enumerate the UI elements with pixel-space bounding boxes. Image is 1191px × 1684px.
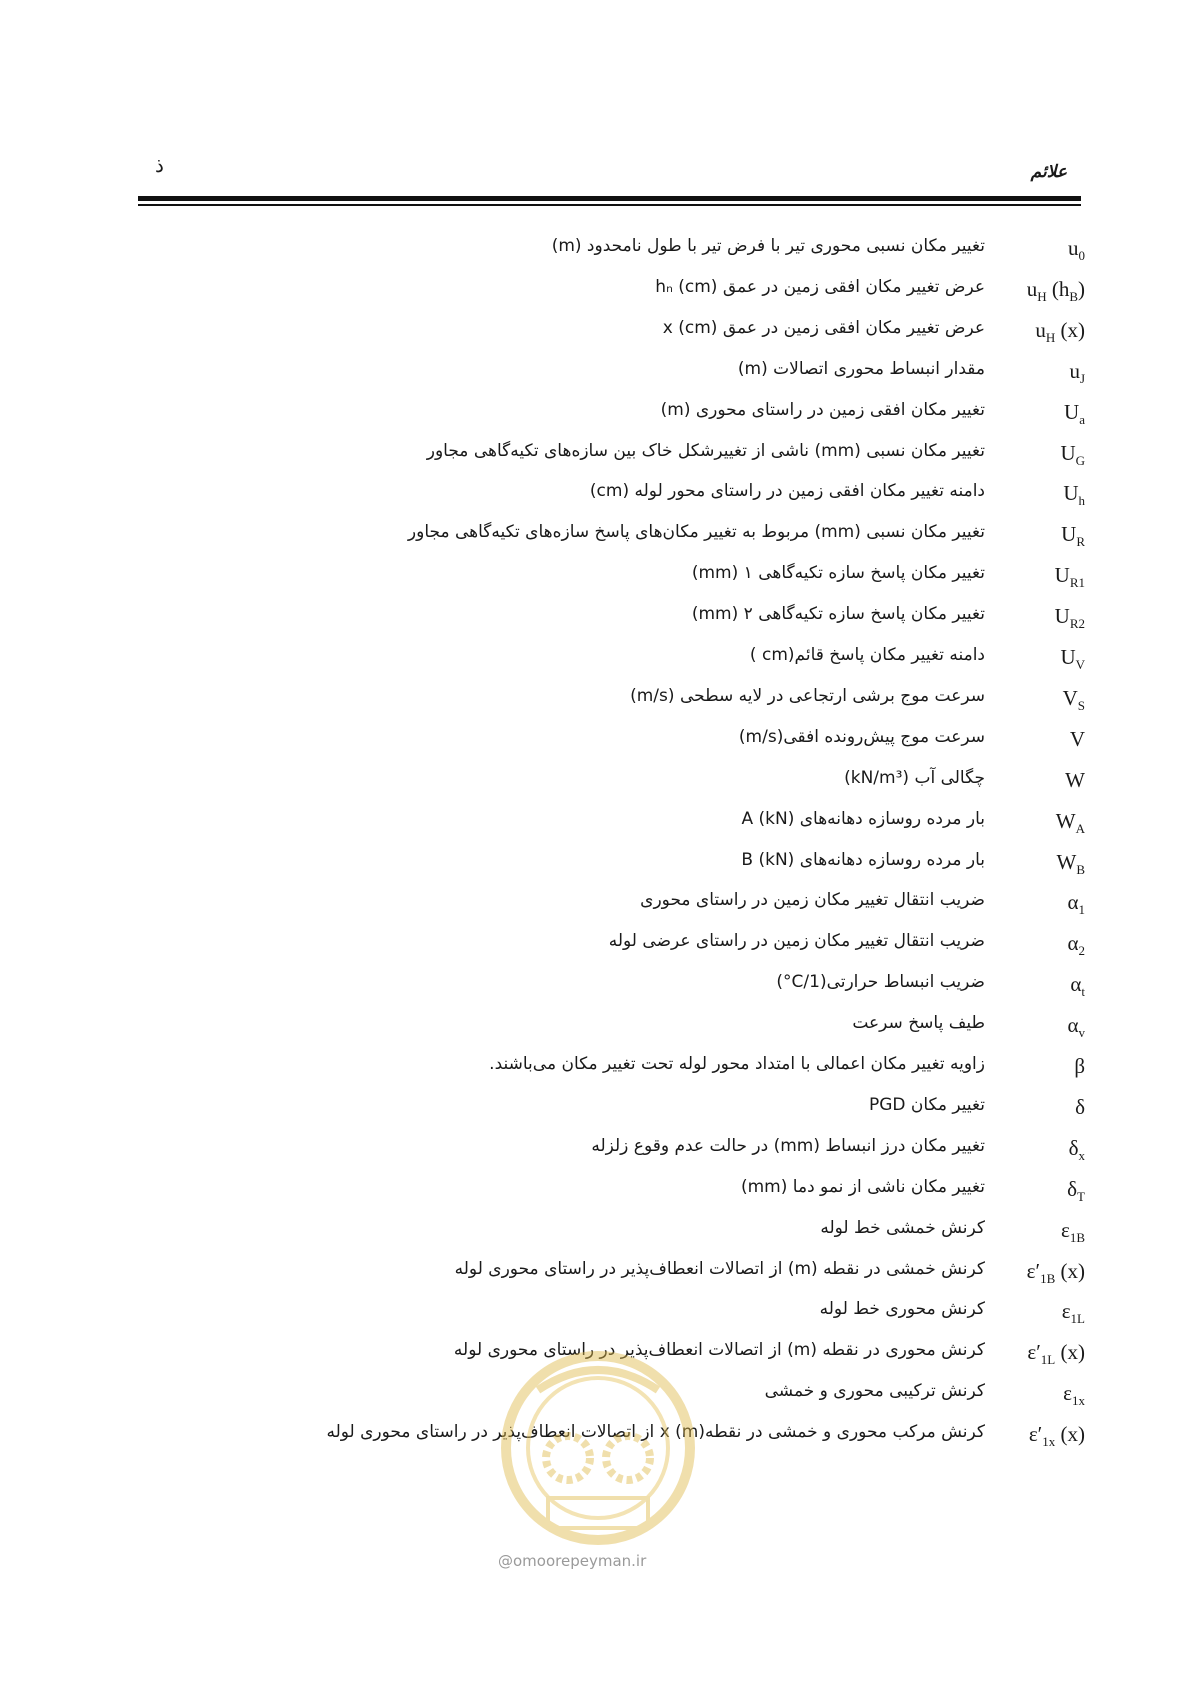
symbol: [975, 277, 1085, 305]
symbol-base: β: [1074, 1054, 1085, 1078]
symbol-base: α: [1070, 972, 1082, 997]
watermark-text: @omoorepeyman.ir: [498, 1552, 647, 1570]
symbol-subscript: R: [1076, 534, 1085, 550]
symbol-description: طیف پاسخ سرعت: [852, 1013, 985, 1034]
symbol-description: سرعت موج برشی ارتجاعی در لایه سطحی (m/s): [630, 685, 985, 706]
symbol-description: تغییر مکان پاسخ سازه تکیه‌گاهی ۱ (mm): [691, 563, 985, 584]
symbol-subscript: 2: [1078, 943, 1085, 959]
symbol-argument: (x): [1055, 1258, 1085, 1283]
symbol: [975, 645, 1085, 673]
symbol-description: دامنه تغییر مکان افقی زمین در راستای محور لوله (cm): [589, 481, 985, 502]
symbol-description: تغییر مکان پاسخ سازه تکیه‌گاهی ۲ (mm): [691, 604, 985, 625]
symbol-subscript: t: [1081, 984, 1085, 1000]
symbol: [975, 236, 1085, 264]
symbol: [975, 890, 1085, 918]
symbol-base: U: [1054, 604, 1070, 629]
symbol-entry: [0, 1001, 1191, 1045]
symbol-subscript: 0: [1078, 248, 1085, 264]
symbol: [975, 1013, 1085, 1041]
symbol-subscript: 1L: [1070, 1311, 1085, 1327]
symbol-description: زاویه تغییر مکان اعمالی با امتداد محور لوله تحت تغییر مکان می‌باشند.: [489, 1054, 985, 1074]
symbol-description: کرنش محوری در نقطه (m) از اتصالات انعطاف‌پذیر در راستای محوری لوله: [453, 1340, 985, 1361]
symbol-base: u: [1026, 276, 1038, 301]
symbol-description: کرنش خمشی خط لوله: [820, 1217, 985, 1238]
symbol-base: ε: [1061, 1217, 1070, 1242]
header-rule-thin: [138, 204, 1081, 206]
symbol-entry: [0, 429, 1191, 473]
symbol-entry: [0, 592, 1191, 636]
symbol-base: U: [1060, 440, 1076, 465]
symbol-base: U: [1064, 399, 1080, 424]
symbol-description: کرنش محوری خط لوله: [819, 1299, 985, 1320]
symbol-description: دامنه تغییر مکان پاسخ قائم(cm ): [749, 645, 985, 665]
symbol-argument: (h: [1046, 276, 1070, 301]
symbol: [975, 686, 1085, 714]
symbol-entry: [0, 265, 1191, 309]
symbol-description: کرنش ترکیبی محوری و خمشی: [764, 1381, 985, 1402]
symbol-subscript: x: [1078, 1147, 1085, 1163]
symbol: [975, 522, 1085, 550]
symbol-argument-subscript: B: [1069, 289, 1078, 305]
symbol: [975, 768, 1085, 793]
symbol-description: سرعت موج پیش‌رونده افقی(m/s): [738, 726, 985, 747]
symbol-entry: [0, 1206, 1191, 1250]
symbol-base: δ: [1067, 1176, 1078, 1201]
symbol: [975, 1422, 1085, 1450]
page-number: ذ: [155, 153, 164, 177]
symbol-subscript: 1x: [1042, 1434, 1056, 1450]
symbol-description: تغییر مکان افقی زمین در راستای محوری (m): [660, 399, 985, 420]
symbol: [975, 1095, 1085, 1120]
symbol-base: ε′: [1028, 1422, 1043, 1447]
symbol-entry: [0, 838, 1191, 882]
symbol: [975, 318, 1085, 346]
symbol-subscript: A: [1075, 820, 1085, 836]
symbol: [975, 1177, 1085, 1205]
symbol-subscript: T: [1077, 1188, 1085, 1204]
symbol-subscript: 1x: [1072, 1393, 1085, 1409]
symbol-base: ε′: [1027, 1340, 1041, 1365]
symbol-base: V: [1069, 726, 1085, 751]
symbol: [975, 441, 1085, 469]
symbol-description: تغییر مکان درز انبساط (mm) در حالت عدم وقوع زلزله: [591, 1135, 985, 1156]
symbol-base: ε: [1063, 1381, 1072, 1406]
symbol-base: ε: [1061, 1299, 1071, 1324]
symbol-entry: [0, 715, 1191, 759]
symbol-entry: [0, 224, 1191, 268]
symbol-base: U: [1063, 481, 1079, 506]
symbol-description: بار مرده روسازه دهانه‌های B (kN): [741, 849, 985, 870]
symbol-description: تغییر مکان نسبی (mm) مربوط به تغییر مکان‌های پاسخ سازه‌های تکیه‌گاهی مجاور: [407, 522, 985, 543]
symbol-base: u: [1035, 317, 1046, 342]
symbol: [975, 1218, 1085, 1246]
symbol-subscript: V: [1075, 657, 1085, 673]
symbol-entry: [0, 306, 1191, 350]
symbol-description: ضریب انتقال تغییر مکان زمین در راستای محوری: [640, 890, 985, 911]
symbol-entry: [0, 1124, 1191, 1168]
symbol-base: δ: [1075, 1094, 1085, 1119]
symbol: [975, 809, 1085, 837]
symbol: [975, 400, 1085, 428]
symbol-entry: [0, 1165, 1191, 1209]
symbol-entry: [0, 633, 1191, 677]
symbol: [975, 359, 1085, 387]
symbol-entry: [0, 878, 1191, 922]
symbol-subscript: 1B: [1040, 1270, 1056, 1286]
symbol-base: δ: [1068, 1135, 1079, 1160]
symbol-subscript: R1: [1069, 575, 1085, 591]
symbol-base: ε′: [1026, 1258, 1041, 1283]
symbol-subscript: a: [1079, 411, 1085, 427]
symbol-base: α: [1067, 1013, 1079, 1038]
symbol: [975, 850, 1085, 878]
symbol-subscript: 1: [1078, 902, 1085, 918]
symbol-description: کرنش خمشی در نقطه (m) از اتصالات انعطاف‌پذیر در راستای محوری لوله: [454, 1258, 985, 1279]
symbol-subscript: H: [1037, 289, 1047, 305]
symbol-subscript: S: [1077, 698, 1085, 714]
symbol-entry: [0, 510, 1191, 554]
symbol: [975, 604, 1085, 632]
symbol-description: عرض تغییر مکان افقی زمین در عمق x (cm): [662, 317, 985, 338]
symbol-subscript: B: [1076, 861, 1085, 877]
symbol: [975, 563, 1085, 591]
symbol-base: α: [1067, 931, 1079, 956]
symbol-argument: (x): [1055, 317, 1085, 342]
symbol: [975, 1259, 1085, 1287]
header-rule-thick: [138, 196, 1081, 201]
symbol-subscript: 1L: [1040, 1352, 1056, 1368]
symbol-entry: [0, 1328, 1191, 1372]
symbol-entry: [0, 797, 1191, 841]
symbol: [975, 931, 1085, 959]
symbol-entry: [0, 919, 1191, 963]
symbol: [975, 972, 1085, 1000]
symbol: [975, 727, 1085, 752]
symbol: [975, 1340, 1085, 1368]
symbol-description: ضریب انبساط حرارتی(1/C°): [776, 972, 985, 993]
symbol-entry: [0, 1369, 1191, 1413]
symbol-base: α: [1067, 890, 1079, 915]
symbol-subscript: G: [1075, 452, 1085, 468]
symbol-entry: [0, 1287, 1191, 1331]
symbol-base: u: [1068, 236, 1079, 260]
symbol-entry: [0, 388, 1191, 432]
symbol-description: تغییر مکان نسبی محوری تیر با فرض تیر با طول نامحدود (m): [551, 236, 985, 256]
symbol-entry: [0, 1410, 1191, 1454]
symbol-description: کرنش مرکب محوری و خمشی در نقطه(m) x از اتصالات انعطاف‌پذیر در راستای محوری لوله: [326, 1422, 985, 1443]
symbol-base: U: [1054, 563, 1070, 588]
symbol-base: U: [1061, 522, 1077, 547]
symbol: [975, 481, 1085, 509]
symbol-description: ضریب انتقال تغییر مکان زمین در راستای عرضی لوله: [608, 931, 985, 952]
symbol-entry: [0, 674, 1191, 718]
symbol-base: u: [1069, 358, 1080, 383]
symbol-base: W: [1065, 767, 1085, 792]
symbol-base: W: [1056, 849, 1077, 874]
symbol-subscript: R2: [1069, 616, 1085, 632]
symbol-description: عرض تغییر مکان افقی زمین در عمق hₙ (cm): [655, 276, 985, 297]
symbol: [975, 1054, 1085, 1079]
symbol: [975, 1299, 1085, 1327]
symbol-subscript: v: [1078, 1025, 1085, 1041]
symbol: [975, 1136, 1085, 1164]
symbol-subscript: h: [1078, 493, 1085, 509]
symbol-entry: [0, 1042, 1191, 1086]
symbol: [975, 1381, 1085, 1409]
symbol-entry: [0, 756, 1191, 800]
symbol-description: چگالی آب (kN/m³): [844, 767, 985, 788]
symbol-argument-close: ): [1078, 276, 1085, 301]
symbol-description: تغییر مکان ناشی از نمو دما (mm): [740, 1176, 985, 1197]
symbol-entry: [0, 1247, 1191, 1291]
symbol-entry: [0, 1083, 1191, 1127]
symbol-description: تغییر مکان PGD: [868, 1094, 985, 1115]
symbol-base: V: [1062, 685, 1078, 710]
symbol-base: U: [1060, 645, 1076, 669]
symbol-entry: [0, 960, 1191, 1004]
symbol-description: مقدار انبساط محوری اتصالات (m): [737, 358, 985, 379]
symbol-entry: [0, 469, 1191, 513]
symbol-argument: (x): [1055, 1340, 1085, 1365]
symbol-subscript: J: [1079, 370, 1085, 386]
symbol-subscript: H: [1045, 329, 1056, 345]
symbol-description: تغییر مکان نسبی (mm) ناشی از تغییرشکل خاک بین سازه‌های تکیه‌گاهی مجاور: [426, 440, 985, 461]
section-heading: علائم: [1030, 162, 1067, 182]
symbol-entry: [0, 551, 1191, 595]
symbol-subscript: 1B: [1069, 1229, 1085, 1245]
symbol-base: W: [1055, 808, 1076, 833]
symbol-entry: [0, 347, 1191, 391]
symbol-description: بار مرده روسازه دهانه‌های A (kN): [741, 808, 985, 829]
symbol-argument: (x): [1055, 1422, 1085, 1447]
